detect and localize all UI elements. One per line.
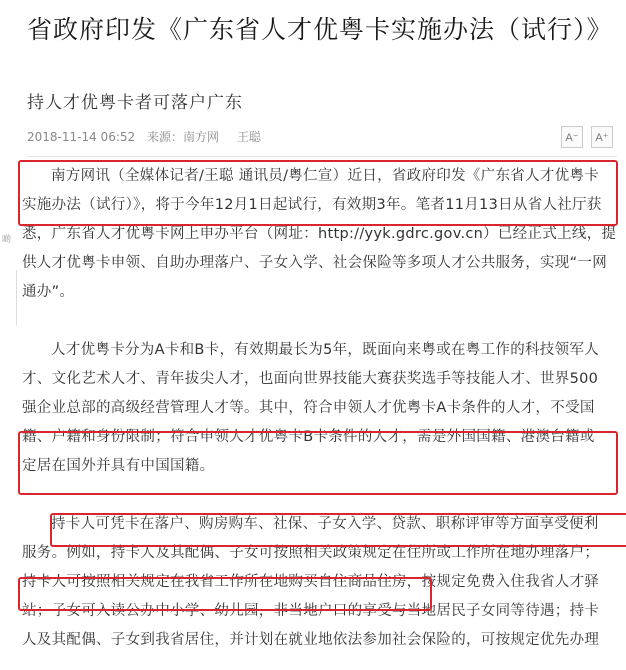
font-increase-button[interactable]: A⁺ bbox=[591, 126, 613, 148]
paragraph-line: 人及其配偶、子女到我省居住，并计划在就业地依法参加社会保险的，可按规定优先办理 bbox=[22, 632, 600, 648]
article-headline: 省政府印发《广东省人才优粤卡实施办法（试行）》 bbox=[27, 15, 613, 44]
paragraph-line: 才、文化艺术人才、青年拔尖人才，也面向世界技能大赛获奖选手等技能人才、世界500 bbox=[22, 371, 599, 387]
font-decrease-button[interactable]: A⁻ bbox=[561, 126, 583, 148]
paragraph-1 bbox=[22, 162, 620, 307]
edge-fragment: 啲 bbox=[2, 235, 12, 245]
paragraph-line: 持卡人可凭卡在落户、购房购车、社保、子女入学、贷款、职称评审等方面享受便利 bbox=[51, 516, 599, 532]
paragraph-line: 悉，广东省人才优粤卡网上申办平台（网址：http://yyk.gdrc.gov.cn）已经正式上线，提 bbox=[22, 226, 617, 242]
article-source: 来源：南方网 bbox=[146, 130, 219, 144]
paragraph-line: 站；子女可入读公办中小学、幼儿园，非当地户口的享受与当地居民子女同等待遇；持卡 bbox=[22, 603, 600, 619]
paragraph-line: 持卡人可按照相关规定在我省工作所在地购买自住商品住房，按规定免费入住我省人才驿 bbox=[22, 574, 600, 590]
article-subheadline: 持人才优粤卡者可落户广东 bbox=[27, 93, 243, 113]
paragraph-2 bbox=[22, 336, 620, 481]
article-meta bbox=[27, 128, 617, 157]
paragraph-line: 人才优粤卡分为A卡和B卡，有效期最长为5年，既面向来粤或在粤工作的科技领军人 bbox=[51, 342, 599, 358]
article-author: 王聪 bbox=[236, 130, 261, 144]
paragraph-line: 籍、户籍和身份限制；符合申领人才优粤卡B卡条件的人才，需是外国国籍、港澳台籍或 bbox=[22, 429, 595, 445]
publish-date: 2018-11-14 06:52 bbox=[27, 130, 136, 144]
paragraph-line: 南方网讯（全媒体记者/王聪 通讯员/粤仁宣）近日，省政府印发《广东省人才优粤卡 bbox=[51, 168, 600, 184]
paragraph-line: 定居在国外并具有中国国籍。 bbox=[22, 458, 215, 474]
left-divider bbox=[6, 270, 17, 325]
font-size-controls bbox=[561, 126, 613, 148]
paragraph-line: 通办”。 bbox=[22, 284, 75, 300]
paragraph-line: 服务。例如，持卡人及其配偶、子女可按照相关政策规定在住所或工作所在地办理落户； bbox=[22, 545, 600, 561]
paragraph-3 bbox=[22, 510, 620, 655]
paragraph-line: 强企业总部的高级经营管理人才等。其中，符合申领人才优粤卡A卡条件的人才，不受国 bbox=[22, 400, 595, 416]
paragraph-line: 实施办法（试行）》，将于今年12月1日起试行，有效期3年。笔者11月13日从省人社厅获 bbox=[22, 197, 602, 213]
paragraph-line: 供人才优粤卡申领、自助办理落户、子女入学、社会保险等多项人才公共服务，实现“一网 bbox=[22, 255, 608, 271]
